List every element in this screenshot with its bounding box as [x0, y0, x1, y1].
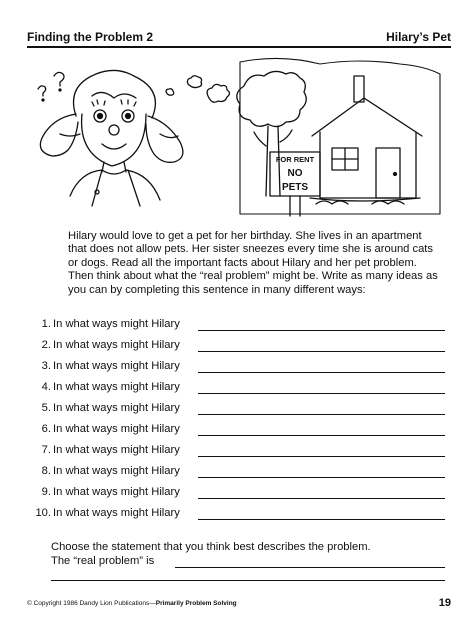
- answer-line[interactable]: [198, 435, 445, 436]
- prompt-text: In what ways might Hilary: [53, 423, 180, 435]
- page-footer: [27, 597, 451, 611]
- prompt-row: [29, 360, 445, 381]
- copyright-text: [27, 600, 237, 607]
- prompt-row: [29, 402, 445, 423]
- prompt-text: In what ways might Hilary: [53, 381, 180, 393]
- prompt-row: [29, 486, 445, 507]
- activity-title: Finding the Problem 2: [27, 30, 154, 44]
- copyright-notice: © Copyright 1986 Dandy Lion Publications—: [27, 600, 156, 607]
- prompt-text: In what ways might Hilary: [53, 486, 180, 498]
- prompt-text: In what ways might Hilary: [53, 360, 180, 372]
- prompt-number: 9.: [41, 486, 51, 498]
- sign-for-rent: FOR RENT: [275, 155, 315, 164]
- prompt-text: In what ways might Hilary: [53, 402, 180, 414]
- prompt-text: In what ways might Hilary: [53, 318, 180, 330]
- real-problem-row: [51, 555, 445, 569]
- illustration: [20, 56, 450, 224]
- real-problem-label: The “real problem” is: [51, 555, 155, 567]
- prompt-number: 3.: [41, 360, 51, 372]
- prompt-list: [29, 318, 445, 528]
- thought-cloud-icon: [166, 76, 230, 103]
- book-title: Primarily Problem Solving: [155, 600, 237, 607]
- prompt-row: [29, 507, 445, 528]
- prompt-text: In what ways might Hilary: [53, 465, 180, 477]
- prompt-number: 5.: [41, 402, 51, 414]
- prompt-row: [29, 381, 445, 402]
- answer-line[interactable]: [198, 330, 445, 331]
- prompt-row: [29, 318, 445, 339]
- prompt-row: [29, 339, 445, 360]
- answer-line[interactable]: [198, 351, 445, 352]
- sign-pets: PETS: [281, 182, 309, 193]
- sign-no: NO: [287, 168, 303, 179]
- real-problem-line-2[interactable]: [51, 580, 445, 581]
- prompt-number: 4.: [41, 381, 51, 393]
- choose-instruction: Choose the statement that you think best describes the problem.: [51, 541, 371, 553]
- answer-line[interactable]: [198, 372, 445, 373]
- prompt-number: 2.: [41, 339, 51, 351]
- question-mark-icon: [38, 72, 64, 101]
- prompt-number: 7.: [41, 444, 51, 456]
- prompt-number: 10.: [35, 507, 51, 519]
- prompt-number: 6.: [41, 423, 51, 435]
- prompt-text: In what ways might Hilary: [53, 507, 180, 519]
- answer-line[interactable]: [198, 519, 445, 520]
- prompt-text: In what ways might Hilary: [53, 444, 180, 456]
- real-problem-line[interactable]: [175, 567, 445, 568]
- answer-line[interactable]: [198, 393, 445, 394]
- prompt-row: [29, 423, 445, 444]
- header-rule: [27, 46, 451, 48]
- prompt-number: 8.: [41, 465, 51, 477]
- story-title: Hilary’s Pet: [386, 30, 451, 44]
- story-text: [68, 230, 438, 297]
- answer-line[interactable]: [198, 456, 445, 457]
- answer-line[interactable]: [198, 477, 445, 478]
- prompt-text: In what ways might Hilary: [53, 339, 180, 351]
- answer-line[interactable]: [198, 498, 445, 499]
- story-paragraph: Hilary would love to get a pet for her birthday. She lives in an apartment that does not allow pets. Her sister sneezes every time she is around cats or dogs. Read all the important facts about Hilary and her pet problem. Then think about what the “real problem” might be. Write as many ideas as you can by completing this sentence in many different ways:: [68, 230, 438, 296]
- prompt-row: [29, 465, 445, 486]
- prompt-row: [29, 444, 445, 465]
- prompt-number: 1.: [41, 318, 51, 330]
- page-number: 19: [438, 597, 451, 609]
- answer-line[interactable]: [198, 414, 445, 415]
